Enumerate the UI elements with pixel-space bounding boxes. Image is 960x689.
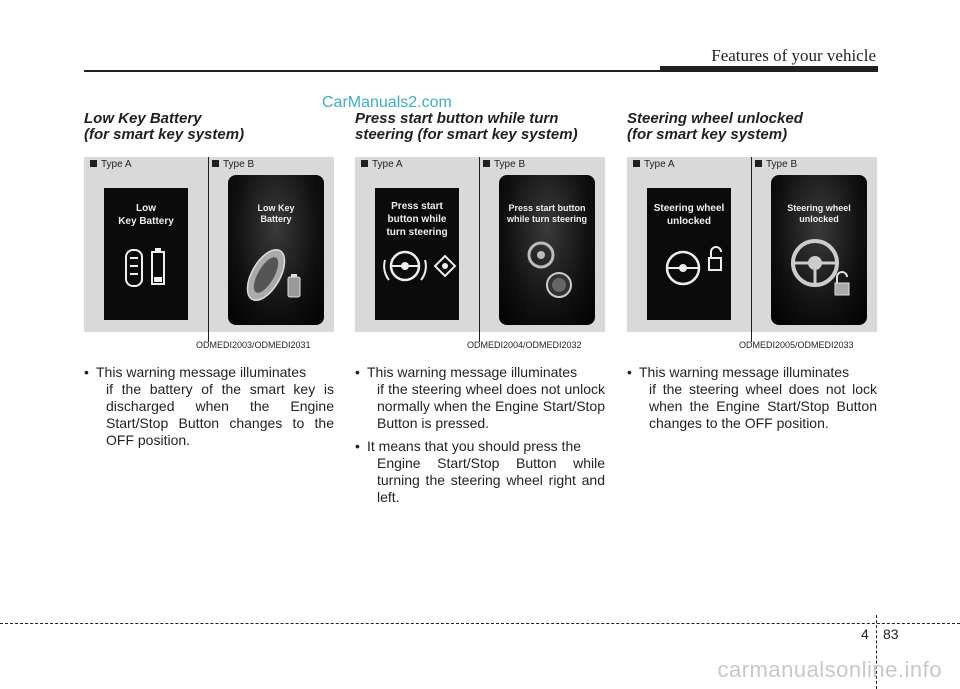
type-a-label: Type A <box>361 159 403 170</box>
steering-wheel-padlock-icon <box>771 175 867 325</box>
watermark-bottom: carmanualsonline.info <box>717 657 942 682</box>
cluster-screen-type-a: Steering wheel unlocked <box>647 188 731 320</box>
section-steering-wheel-unlocked <box>627 111 877 145</box>
square-bullet-icon <box>90 160 97 167</box>
type-b-label: Type B <box>483 159 525 170</box>
figure-divider <box>208 157 209 342</box>
smart-key-battery-icon <box>104 188 188 320</box>
bullet-dot-icon: • <box>84 364 89 380</box>
panel-type-b <box>481 157 605 332</box>
footer-rule <box>0 623 960 624</box>
section-body <box>627 364 877 438</box>
cluster-screen-type-b: Steering wheel unlocked <box>771 175 867 325</box>
figure-code: ODMEDI2005/ODMEDI2033 <box>739 340 854 350</box>
figure-steering-wheel-unlocked <box>627 157 877 350</box>
figure-press-start-button <box>355 157 605 350</box>
square-bullet-icon <box>361 160 368 167</box>
header-rule-thick <box>660 66 878 72</box>
panel-type-b <box>753 157 877 332</box>
panel-type-b <box>210 157 334 332</box>
chapter-number: 4 <box>861 626 869 642</box>
header-rule-thin <box>84 70 660 72</box>
cluster-screen-type-a: Low Key Battery <box>104 188 188 320</box>
bullet-item: • This warning message illuminates if the battery of the smart key is discharged when the Engine Start/Stop Button changes to the OFF position. <box>84 364 334 448</box>
figure-divider <box>479 157 480 342</box>
square-bullet-icon <box>212 160 219 167</box>
bullet-item: • This warning message illuminates if the steering wheel does not lock when the Engine Start/Stop Button changes to the OFF position. <box>627 364 877 431</box>
square-bullet-icon <box>633 160 640 167</box>
steering-start-button-icon <box>499 175 595 325</box>
panel-type-a <box>627 157 751 332</box>
panel-type-a <box>84 157 208 332</box>
square-bullet-icon <box>483 160 490 167</box>
section-press-start-button <box>355 111 605 145</box>
cluster-screen-type-a: Press start button while turn steering <box>375 188 459 320</box>
section-body <box>84 364 334 455</box>
figure-divider <box>751 157 752 342</box>
bullet-item: • It means that you should press the Engine Start/Stop Button while turning the steering wheel right and left. <box>355 438 605 505</box>
type-a-label: Type A <box>90 159 132 170</box>
cluster-screen-type-b: Low Key Battery <box>228 175 324 325</box>
figure-low-key-battery <box>84 157 334 350</box>
bullet-item: • This warning message illuminates if the steering wheel does not unlock normally when the Engine Start/Stop Button is pressed. <box>355 364 605 431</box>
bullet-dot-icon: • <box>355 438 360 454</box>
section-low-key-battery <box>84 111 334 145</box>
bullet-dot-icon: • <box>355 364 360 380</box>
cluster-screen-type-b: Press start button while turn steering <box>499 175 595 325</box>
section-title: Steering wheel unlocked (for smart key system) <box>627 110 803 143</box>
figure-code: ODMEDI2003/ODMEDI2031 <box>196 340 311 350</box>
section-title: Low Key Battery (for smart key system) <box>84 110 245 143</box>
panel-type-a <box>355 157 479 332</box>
smart-key-fob-icon <box>228 175 324 325</box>
type-b-label: Type B <box>212 159 254 170</box>
section-title: Press start button while turn steering (for smart key system) <box>355 110 578 143</box>
page-header-title: Features of your vehicle <box>711 46 876 65</box>
square-bullet-icon <box>755 160 762 167</box>
bullet-dot-icon: • <box>627 364 632 380</box>
watermark-top: CarManuals2.com <box>322 94 452 111</box>
figure-code: ODMEDI2004/ODMEDI2032 <box>467 340 582 350</box>
steering-unlock-icon <box>647 188 731 320</box>
steering-turn-icon <box>375 188 459 320</box>
page-number: 83 <box>883 626 899 642</box>
type-b-label: Type B <box>755 159 797 170</box>
type-a-label: Type A <box>633 159 675 170</box>
section-body <box>355 364 605 512</box>
